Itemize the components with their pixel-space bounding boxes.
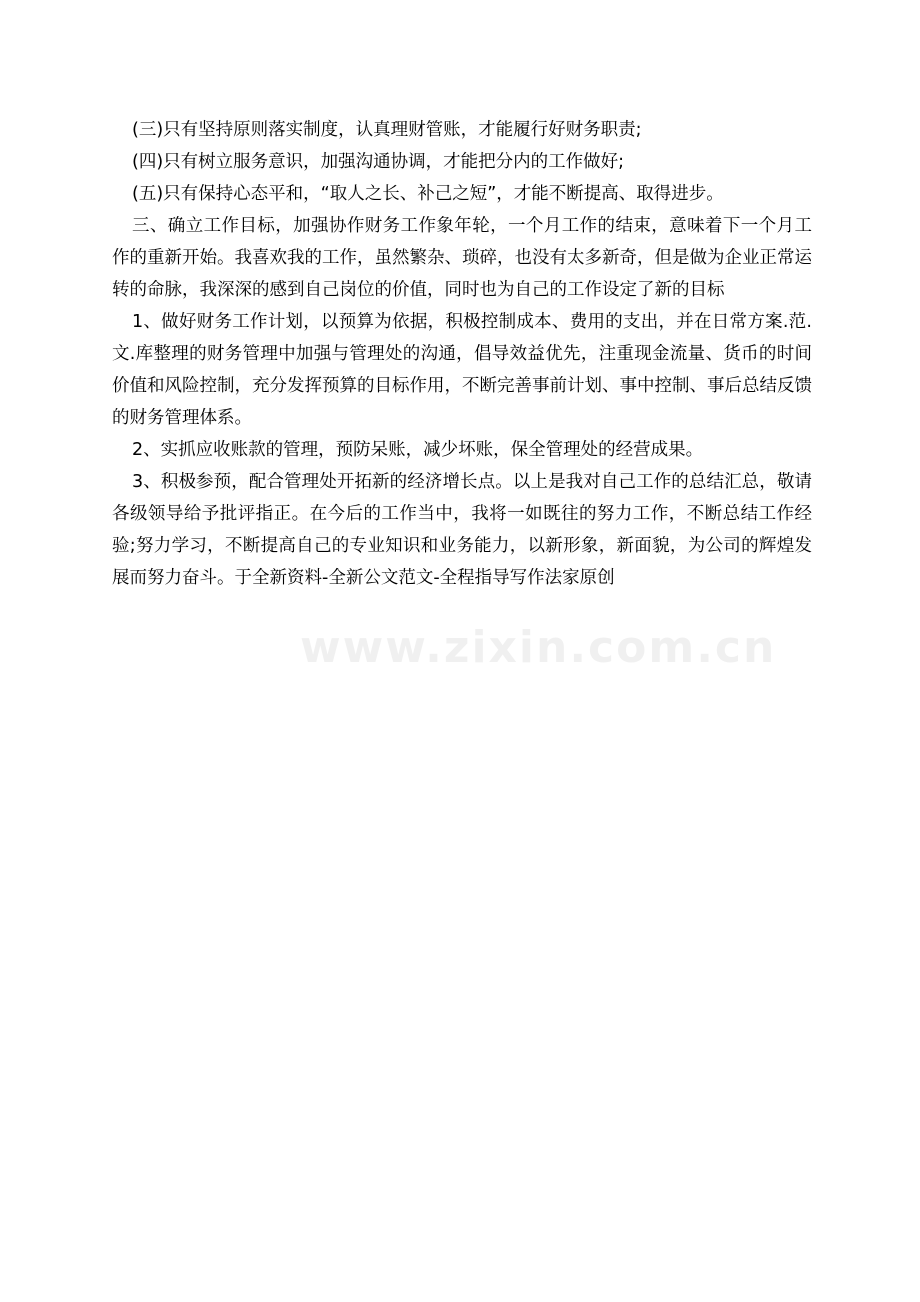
section-3-goals: 三、确立工作目标，加强协作财务工作象年轮，一个月工作的结束，意味着下一个月工作的重新开始。我喜欢我的工作，虽然繁杂、琐碎，也没有太多新奇，但是做为企业正常运转的命脉，我深深的感到自己岗位的价值，同时也为自己的工作设定了新的目标: [112, 216, 812, 300]
paragraph-3: (三)只有坚持原则落实制度，认真理财管账，才能履行好财务职责;: [132, 120, 642, 140]
goal-2: 2、实抓应收账款的管理，预防呆账，减少坏账，保全管理处的经营成果。: [132, 440, 704, 460]
goal-1: 1、做好财务工作计划，以预算为依据，积极控制成本、费用的支出，并在日常方案.范.文.库整理的财务管理中加强与管理处的沟通，倡导效益优先，注重现金流量、货币的时间价值和风险控制，充分发挥预算的目标作用，不断完善事前计划、事中控制、事后总结反馈的财务管理体系。: [112, 312, 812, 428]
watermark: www.zixin.com.cn: [300, 622, 777, 673]
goal-3: 3、积极参预，配合管理处开拓新的经济增长点。以上是我对自己工作的总结汇总，敬请各级领导给予批评指正。在今后的工作当中，我将一如既往的努力工作，不断总结工作经验;努力学习，不断提高自己的专业知识和业务能力，以新形象，新面貌，为公司的辉煌发展而努力奋斗。于全新资料-全新公文范文-全程指导写作法家原创: [112, 472, 812, 588]
paragraph-4: (四)只有树立服务意识，加强沟通协调，才能把分内的工作做好;: [132, 152, 625, 172]
document-body: [112, 114, 812, 594]
paragraph-5: (五)只有保持心态平和，“取人之长、补己之短”，才能不断提高、取得进步。: [132, 184, 724, 204]
